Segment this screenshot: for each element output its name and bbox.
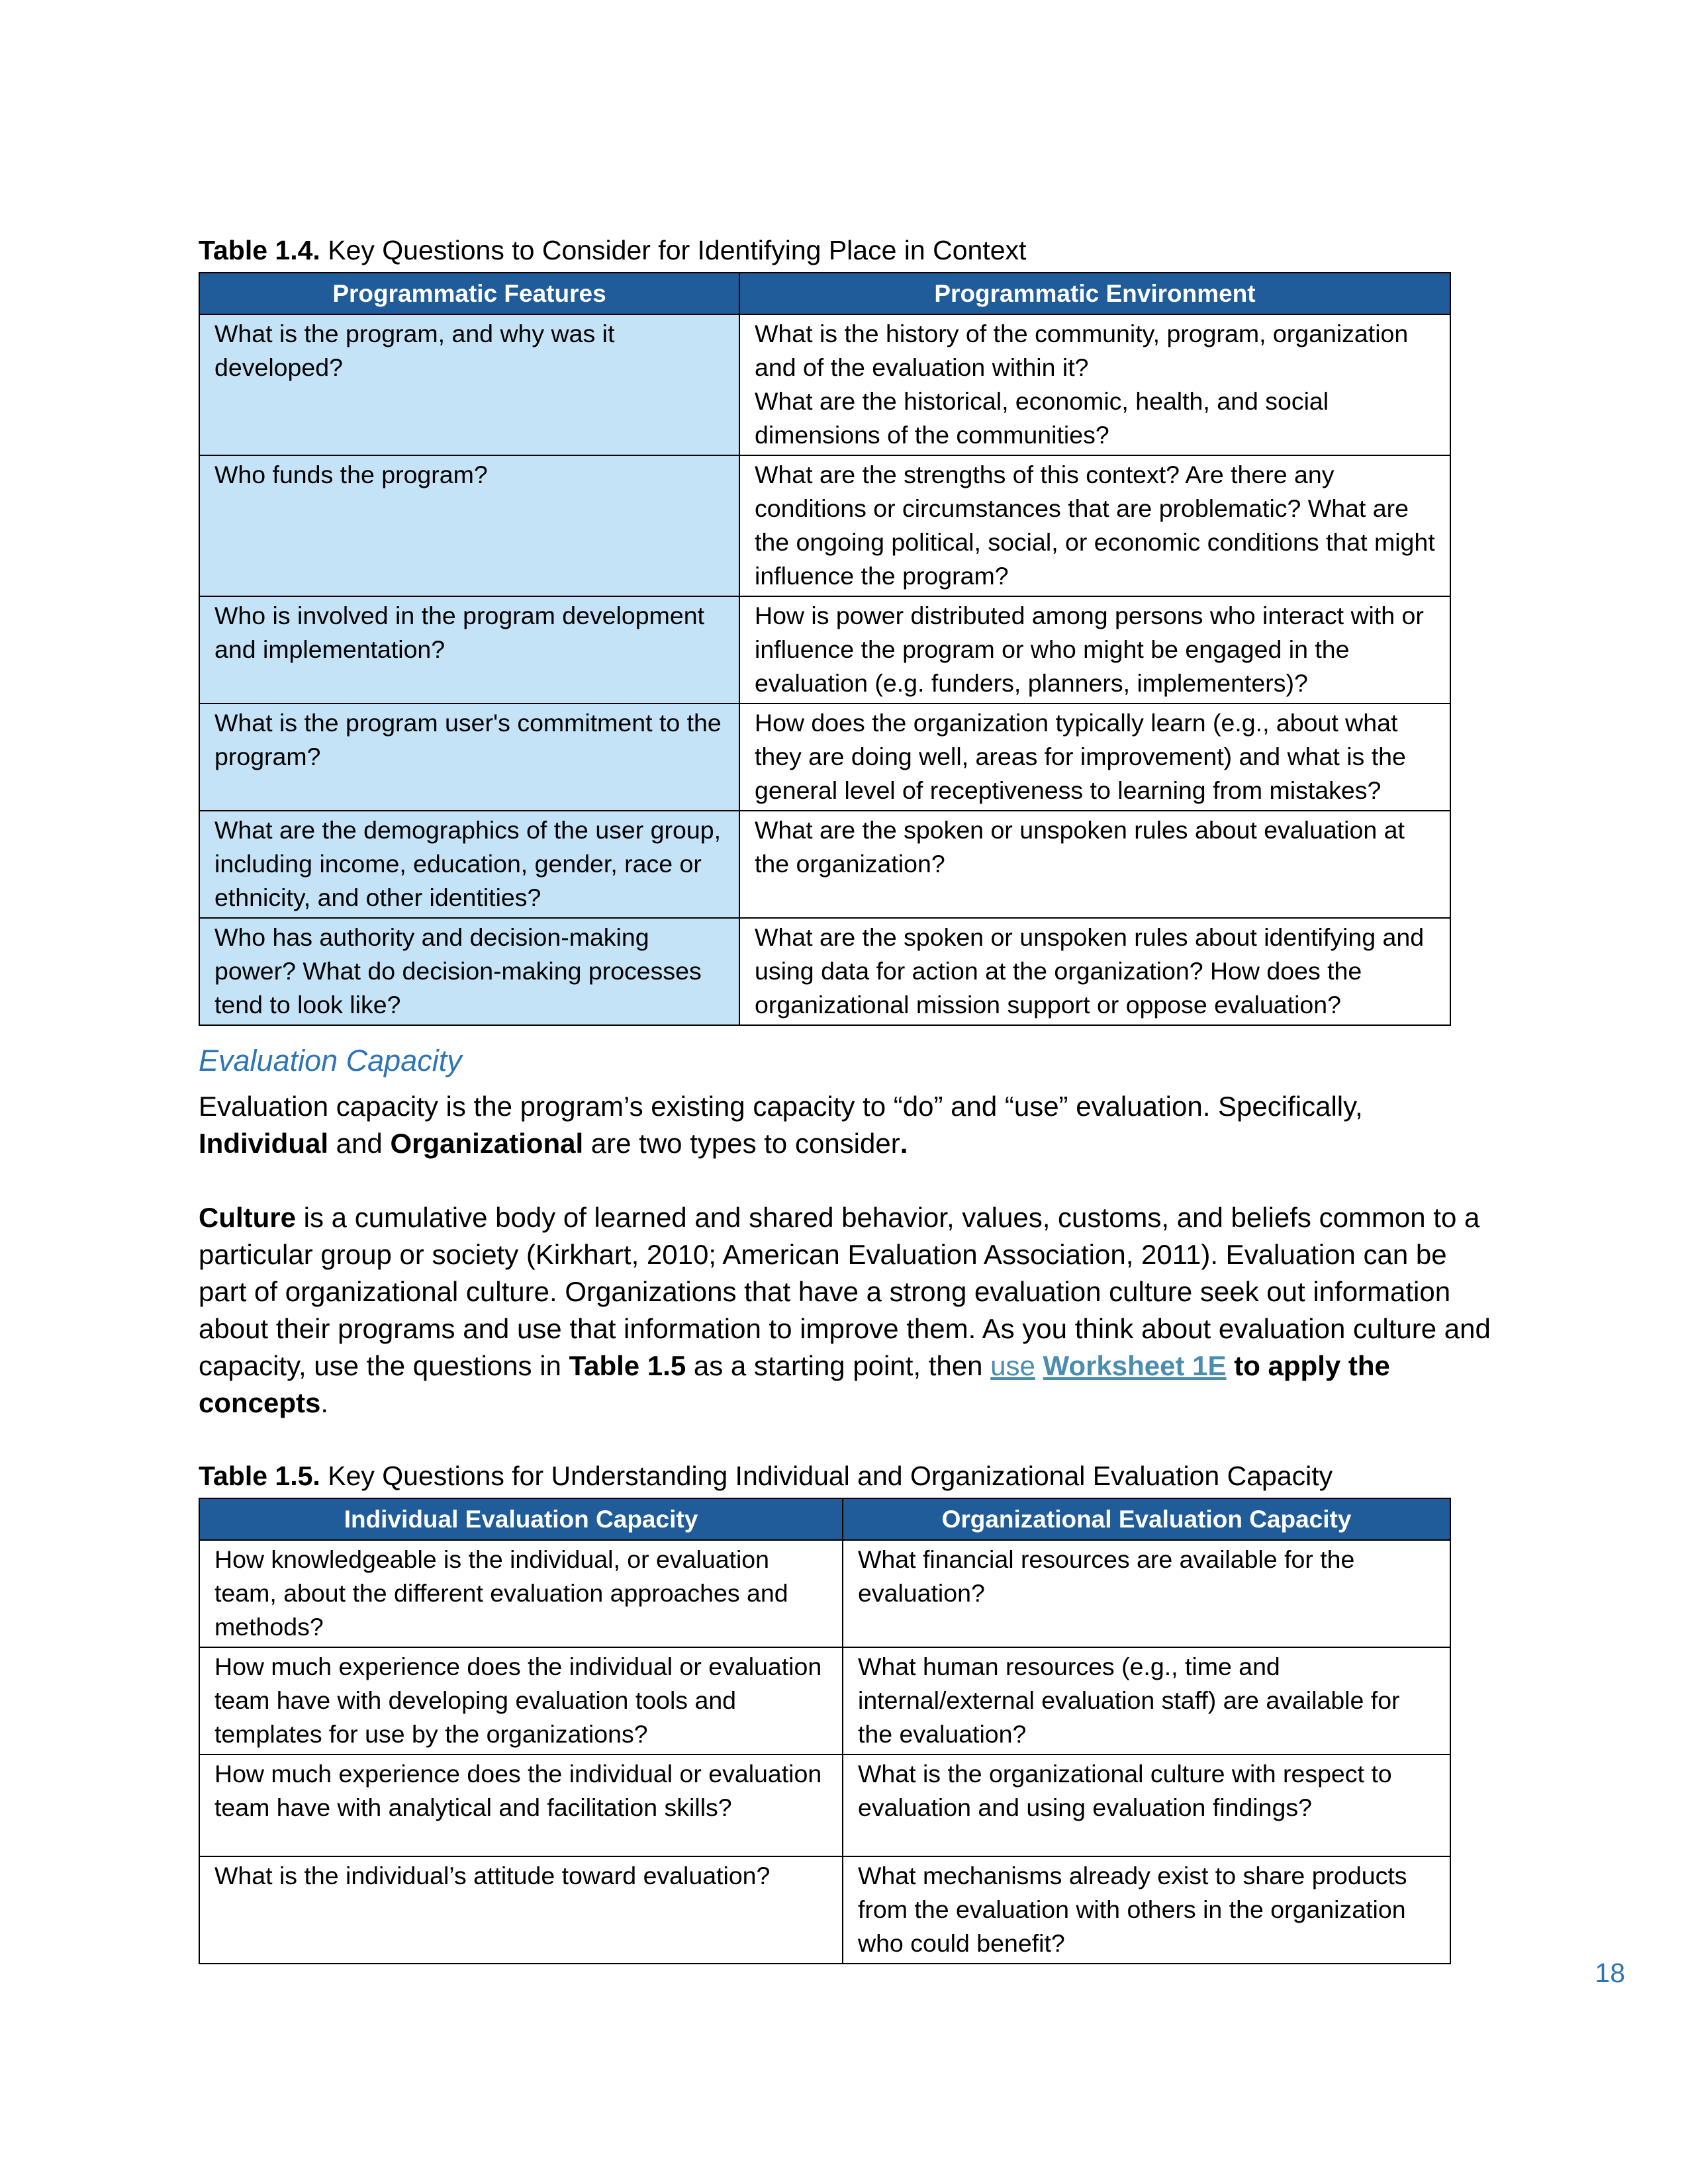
bold-term: Culture (199, 1202, 296, 1233)
table-cell: How knowledgeable is the individual, or evaluation team, about the different evaluation approaches and methods? (199, 1540, 843, 1647)
table-header-row (199, 1498, 1450, 1540)
table-caption-text: Key Questions to Consider for Identifying Place in Context (320, 235, 1027, 265)
table-header-row (199, 273, 1450, 314)
column-header: Organizational Evaluation Capacity (843, 1498, 1450, 1540)
paragraph-text: . (320, 1387, 329, 1418)
bold-term: to apply the concepts (199, 1350, 1390, 1418)
table-cell (739, 596, 1450, 704)
column-header: Individual Evaluation Capacity (199, 1498, 843, 1540)
bold-term: Individual (199, 1128, 329, 1159)
table-cell: What is the program, and why was it developed? (199, 314, 739, 455)
table-cell (739, 704, 1450, 811)
paragraph-text: as a starting point, then (686, 1350, 991, 1381)
table-cell (739, 455, 1450, 596)
table-caption-label: Table 1.5. (199, 1461, 320, 1491)
table-cell: What is the organizational culture with respect to evaluation and using evaluation findings? (843, 1754, 1450, 1856)
paragraph-text: are two types to consider (583, 1128, 900, 1159)
table-cell (739, 314, 1450, 455)
table-row (199, 314, 1450, 455)
table-cell: What is the program user's commitment to the program? (199, 704, 739, 811)
paragraph-text: and (328, 1128, 391, 1159)
table-cell: What is the individual’s attitude toward evaluation? (199, 1856, 843, 1964)
worksheet-link-prefix[interactable]: use (990, 1350, 1035, 1381)
link-space (1035, 1350, 1043, 1381)
table-cell: What human resources (e.g., time and internal/external evaluation staff) are available for the evaluation? (843, 1647, 1450, 1754)
table-cell: Who funds the program? (199, 455, 739, 596)
bold-period: . (900, 1128, 908, 1159)
table-cell (739, 811, 1450, 918)
table-row (199, 811, 1450, 918)
bold-term: Table 1.5 (569, 1350, 686, 1381)
page-number: 18 (1595, 1958, 1625, 1988)
section-heading: Evaluation Capacity (199, 1044, 462, 1077)
table-cell: What are the demographics of the user group, including income, education, gender, race or ethnicity, and other identities? (199, 811, 739, 918)
paragraph-text: Evaluation capacity is the program’s existing capacity to “do” and “use” evaluation. Specifically, (199, 1091, 1363, 1122)
table-cell (739, 918, 1450, 1025)
table-1-5 (199, 1498, 1451, 1964)
cell-line: How is power distributed among persons who interact with or influence the program or who might be engaged in the evaluation (e.g. funders, planners, implementers)? (755, 602, 1424, 697)
table-caption-text: Key Questions for Understanding Individual and Organizational Evaluation Capacity (320, 1461, 1333, 1491)
table-cell: How much experience does the individual or evaluation team have with analytical and facilitation skills? (199, 1754, 843, 1856)
table-cell: What mechanisms already exist to share products from the evaluation with others in the organization who could benefit? (843, 1856, 1450, 1964)
bold-term: Organizational (390, 1128, 584, 1159)
cell-line: What are the spoken or unspoken rules about evaluation at the organization? (755, 816, 1405, 878)
cell-line: What are the spoken or unspoken rules about identifying and using data for action at the organization? How does the organizational mission support or oppose evaluation? (755, 923, 1425, 1019)
table-1-4-caption (199, 234, 1026, 267)
culture-paragraph (199, 1199, 1496, 1422)
cell-line: What are the strengths of this context? Are there any conditions or circumstances that are problematic? What are the ongoing political, social, or economic conditions that might influence the program? (755, 461, 1435, 590)
table-cell: How much experience does the individual or evaluation team have with developing evaluation tools and templates for use by the organizations? (199, 1647, 843, 1754)
table-row (199, 918, 1450, 1025)
table-1-5-caption (199, 1459, 1333, 1492)
cell-line: How does the organization typically learn (e.g., about what they are doing well, areas for improvement) and what is the general level of receptiveness to learning from mistakes? (755, 709, 1406, 804)
table-row (199, 1754, 1450, 1856)
column-header: Programmatic Features (199, 273, 739, 314)
paragraph-text: is a cumulative body of learned and shared behavior, values, customs, and beliefs common to a particular group or society (Kirkhart, 2010; American Evaluation Association, 2011). Evaluation can be part of organizational culture. Organizations that have a strong evaluation culture seek out information about their programs and use that information to improve them. As you think about evaluation culture and capacity, use the questions in (199, 1202, 1491, 1381)
table-1-4 (199, 272, 1451, 1026)
intro-paragraph (199, 1088, 1496, 1162)
table-cell: Who is involved in the program development and implementation? (199, 596, 739, 704)
cell-line: What are the historical, economic, health, and social dimensions of the communities? (755, 387, 1329, 449)
column-header: Programmatic Environment (739, 273, 1450, 314)
table-row (199, 1647, 1450, 1754)
table-row (199, 1540, 1450, 1647)
table-row (199, 596, 1450, 704)
table-caption-label: Table 1.4. (199, 235, 320, 265)
cell-line: What is the history of the community, program, organization and of the evaluation within it? (755, 320, 1409, 381)
table-row (199, 704, 1450, 811)
table-row (199, 1856, 1450, 1964)
worksheet-1e-link[interactable]: Worksheet 1E (1043, 1350, 1227, 1381)
table-cell: What financial resources are available for the evaluation? (843, 1540, 1450, 1647)
table-row (199, 455, 1450, 596)
table-cell: Who has authority and decision-making power? What do decision-making processes tend to look like? (199, 918, 739, 1025)
